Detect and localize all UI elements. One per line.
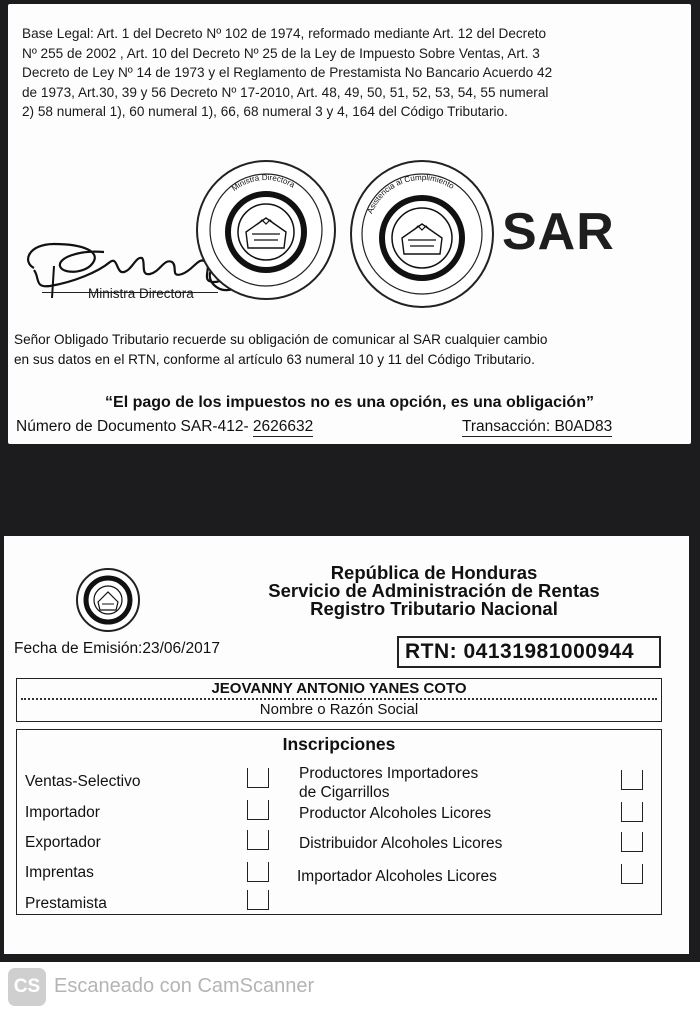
checkbox-importador-alcoholes[interactable]: [621, 864, 643, 884]
checkbox-ventas-selectivo[interactable]: [247, 768, 269, 788]
checkbox-exportador[interactable]: [247, 830, 269, 850]
item-prestamista: Prestamista: [25, 895, 107, 912]
camscanner-logo-icon: CS: [8, 968, 46, 1006]
item-exportador: Exportador: [25, 834, 101, 851]
emission-date: Fecha de Emisión:23/06/2017: [14, 640, 220, 657]
seal-right-text: Asistencia al Cumplimiento: [365, 172, 456, 215]
header-agency: Servicio de Administración de Rentas: [268, 580, 600, 601]
notice-line: en sus datos en el RTN, conforme al artículo 63 numeral 10 y 11 del Código Tributario.: [14, 352, 535, 367]
document-number-label: Número de Documento SAR-412-: [16, 418, 249, 435]
seal-left-text: Ministra Directora: [229, 172, 297, 194]
asistencia-cumplimiento-seal: [350, 160, 494, 308]
checkbox-productores-cigarrillos[interactable]: [621, 770, 643, 790]
svg-text:Asistencia al Cumplimiento: [365, 173, 456, 215]
sar-logo: SAR: [502, 203, 615, 261]
notice-line: Señor Obligado Tributario recuerde su obligación de comunicar al SAR cualquier cambio: [14, 332, 548, 347]
inscripciones-box: [16, 729, 662, 915]
header-country: República de Honduras: [330, 562, 538, 583]
document-number-value: 2626632: [252, 418, 314, 435]
checkbox-prestamista[interactable]: [247, 890, 269, 910]
item-productores-importadores-cigarrillos: [299, 764, 478, 802]
item-distribuidor-alcoholes: Distribuidor Alcoholes Licores: [299, 835, 503, 852]
issuer-header: [204, 564, 664, 618]
item-imprentas: Imprentas: [25, 864, 94, 881]
item-importador-alcoholes: Importador Alcoholes Licores: [297, 868, 497, 885]
camscanner-watermark: Escaneado con CamScanner: [54, 975, 315, 997]
taxpayer-name: JEOVANNY ANTONIO YANES COTO: [211, 680, 467, 697]
legal-line: de 1973, Art.30, 39 y 56 Decreto Nº 17-2010, Art. 48, 49, 50, 51, 52, 53, 54, 55 numeral: [22, 84, 549, 100]
checkbox-distribuidor-alcoholes[interactable]: [621, 832, 643, 852]
dotted-divider: [21, 698, 657, 700]
inscripciones-title: Inscripciones: [282, 734, 396, 754]
legal-line: Decreto de Ley Nº 14 de 1973 y el Reglamento de Prestamista No Bancario Acuerdo 42: [22, 65, 553, 81]
taxpayer-name-caption: Nombre o Razón Social: [259, 701, 419, 718]
taxpayer-name-box: [16, 678, 662, 722]
legal-basis-text: [22, 24, 682, 122]
checkbox-importador[interactable]: [247, 800, 269, 820]
signature-caption: Ministra Directora: [88, 286, 194, 301]
item-label-line: de Cigarrillos: [299, 784, 390, 801]
legal-line: 2) 58 numeral 1), 60 numeral 1), 66, 68 numeral 3 y 4, 164 del Código Tributario.: [22, 104, 508, 120]
item-productor-alcoholes: Productor Alcoholes Licores: [299, 805, 492, 822]
document-number: [16, 418, 313, 436]
legal-line: Nº 255 de 2002 , Art. 10 del Decreto Nº 25 de la Ley de Impuesto Sobre Ventas, Art. 3: [22, 45, 540, 61]
header-registry: Registro Tributario Nacional: [310, 598, 558, 619]
tax-motto: “El pago de los impuestos no es una opción, es una obligación”: [105, 394, 594, 411]
rtn-card-back: [8, 4, 691, 444]
rtn-card-front: [4, 536, 689, 954]
legal-line: Base Legal: Art. 1 del Decreto Nº 102 de 1974, reformado mediante Art. 12 del Decreto: [22, 26, 547, 41]
svg-text:Ministra Directora: [230, 173, 297, 193]
item-importador: Importador: [25, 804, 100, 821]
item-ventas-selectivo: Ventas-Selectivo: [25, 773, 141, 790]
ministra-directora-seal: [196, 160, 336, 300]
transaction-code: Transacción: B0AD83: [462, 418, 613, 435]
checkbox-productor-alcoholes[interactable]: [621, 802, 643, 822]
item-label-line: Productores Importadores: [299, 765, 479, 782]
update-notice: [14, 330, 684, 370]
checkbox-imprentas[interactable]: [247, 862, 269, 882]
honduras-emblem-icon: [76, 568, 140, 632]
rtn-number: RTN: 04131981000944: [397, 636, 661, 668]
